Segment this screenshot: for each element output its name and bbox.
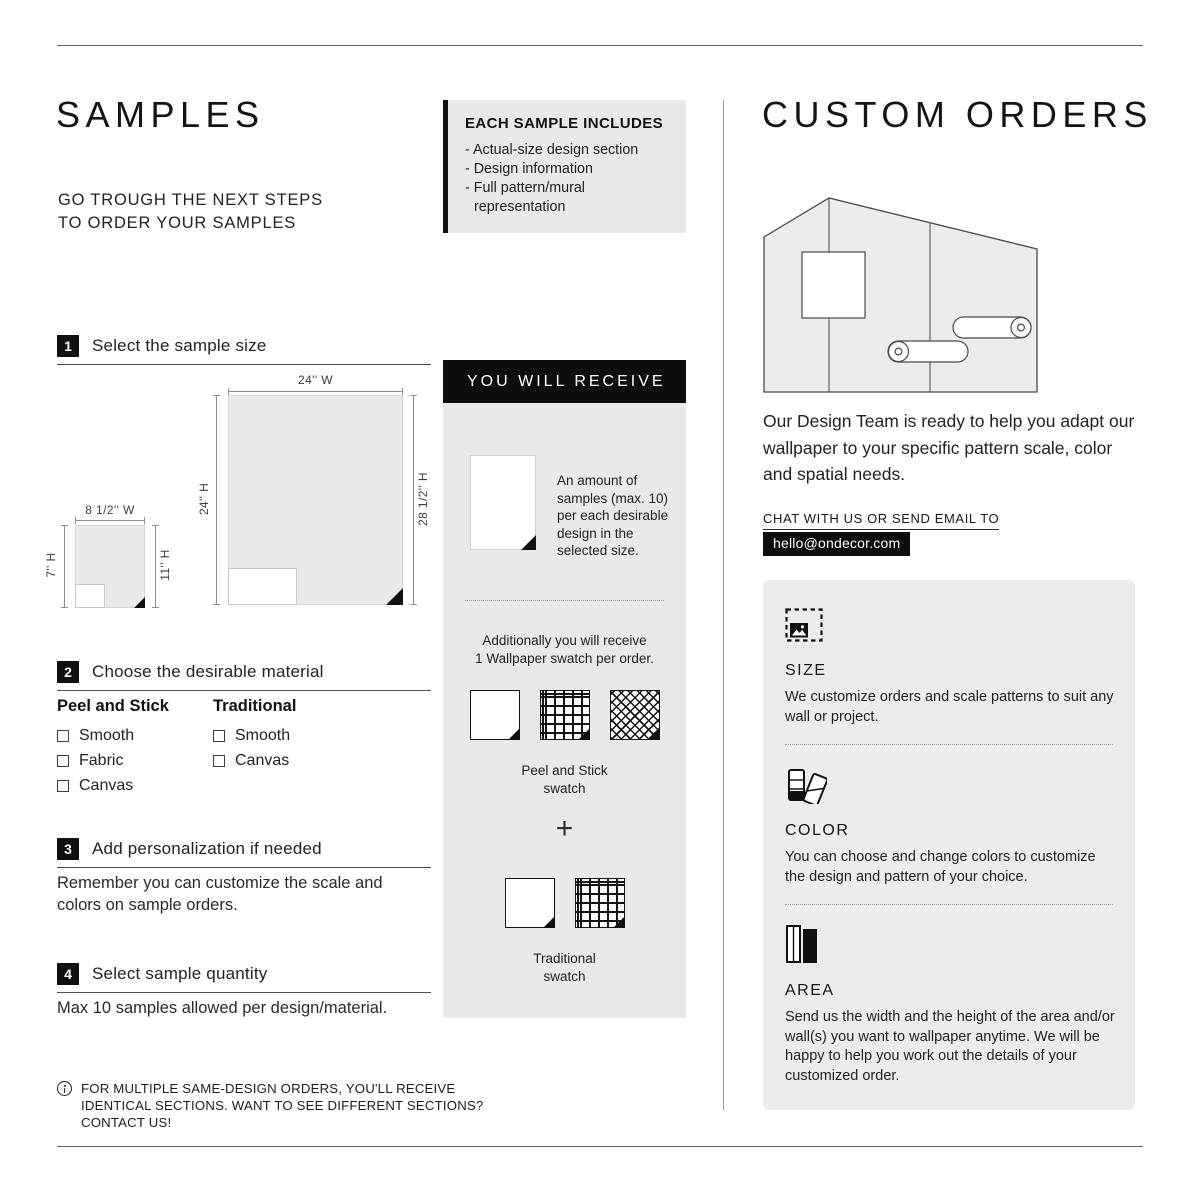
- step-2-number: 2: [57, 661, 79, 683]
- small-sample-rectangle: [75, 525, 145, 608]
- top-divider: [57, 45, 1143, 46]
- small-sample-height-dimension-line-left: [64, 525, 65, 608]
- includes-item: - Actual-size design section: [465, 142, 639, 158]
- material-name-traditional: Traditional: [213, 697, 297, 715]
- you-will-receive-panel: [443, 360, 686, 1018]
- option-label: Smooth: [235, 727, 291, 744]
- label-line: Peel and Stick: [521, 763, 608, 778]
- material-option-row[interactable]: [213, 752, 296, 770]
- swatch-crosshatch-pattern-icon: [610, 690, 660, 740]
- checkbox-peel-fabric[interactable]: [57, 755, 69, 767]
- swatch-grid-pattern-icon: [540, 690, 590, 740]
- step-4-label: Select sample quantity: [92, 964, 268, 983]
- material-column-traditional: [213, 697, 296, 802]
- large-sample-rectangle: [228, 395, 403, 605]
- samples-subtitle: [58, 189, 323, 235]
- image-size-icon: [785, 608, 825, 644]
- receive-panel-title: YOU WILL RECEIVE: [443, 360, 686, 403]
- step-3-header: [57, 838, 431, 868]
- samples-subtitle-line2: TO ORDER YOUR SAMPLES: [58, 214, 297, 232]
- receive-additional-line1: Additionally you will receive: [482, 633, 647, 648]
- large-sample-width-label: 24'' W: [298, 373, 333, 387]
- page-fold-corner-icon: [134, 597, 145, 608]
- step-2-label: Choose the desirable material: [92, 662, 324, 681]
- bottom-divider: [57, 1146, 1143, 1147]
- step-2-header: [57, 661, 431, 691]
- each-sample-includes-box: [443, 100, 686, 233]
- quantity-note: Max 10 samples allowed per design/material.: [57, 999, 388, 1017]
- includes-item: - Design information: [465, 161, 593, 177]
- checkbox-traditional-canvas[interactable]: [213, 755, 225, 767]
- wallpaper-rolls-icon: [785, 924, 821, 964]
- page-fold-corner-icon: [613, 916, 625, 928]
- feature-size-desc: We customize orders and scale patterns to suit any wall or project.: [785, 689, 1114, 725]
- chat-with-us-label: CHAT WITH US OR SEND EMAIL TO: [763, 511, 999, 530]
- peel-and-stick-swatch-row: [443, 690, 686, 740]
- small-sample-width-dimension-line: [75, 520, 145, 521]
- traditional-swatch-row: [443, 878, 686, 928]
- label-line: swatch: [543, 781, 586, 796]
- dotted-divider: [785, 904, 1113, 905]
- samples-title: SAMPLES: [56, 94, 265, 135]
- small-sample-height-right-label: 11'' H: [158, 549, 172, 581]
- small-sample-height-dimension-line-right: [155, 525, 156, 608]
- checkbox-traditional-smooth[interactable]: [213, 730, 225, 742]
- step-1-header: [57, 335, 431, 365]
- includes-item: - Full pattern/mural representation: [465, 180, 585, 215]
- step-4-header: [57, 963, 431, 993]
- option-label: Canvas: [79, 777, 134, 794]
- swatch-plain-icon: [505, 878, 555, 928]
- dotted-divider: [465, 600, 664, 601]
- includes-title: EACH SAMPLE INCLUDES: [465, 115, 664, 132]
- large-sample-height-left-label: 24'' H: [197, 482, 211, 516]
- label-line: Traditional: [533, 951, 596, 966]
- receive-samples-text: An amount of samples (max. 10) per each desirable design in the selected size.: [557, 473, 669, 558]
- page-fold-corner-icon: [508, 728, 520, 740]
- sample-paper-icon: [470, 455, 536, 550]
- large-sample-height-dimension-line-right: [413, 395, 414, 605]
- receive-additional-text: [443, 632, 686, 668]
- step-3-label: Add personalization if needed: [92, 839, 322, 858]
- custom-orders-title: CUSTOM ORDERS: [762, 94, 1153, 135]
- footer-note-text: FOR MULTIPLE SAME-DESIGN ORDERS, YOU'LL RECEIVE IDENTICAL SECTIONS. WANT TO SEE DIFFERENT SECTIONS? CONTACT US!: [81, 1081, 484, 1130]
- column-divider: [723, 100, 724, 1110]
- step-3-number: 3: [57, 838, 79, 860]
- house-wall-icon: [763, 197, 1039, 394]
- small-sample-inner-paper: [75, 584, 105, 608]
- large-sample-inner-paper: [228, 568, 297, 605]
- large-sample-height-dimension-line-left: [216, 395, 217, 605]
- traditional-swatch-label: [443, 950, 686, 986]
- personalization-note: Remember you can customize the scale and colors on sample orders.: [57, 874, 383, 914]
- footer-note: [57, 1080, 527, 1131]
- swatch-grid-pattern-icon: [575, 878, 625, 928]
- small-sample-width-label: 8 1/2'' W: [85, 503, 135, 517]
- dotted-divider: [785, 744, 1113, 745]
- page-fold-corner-icon: [521, 535, 536, 550]
- step-1-number: 1: [57, 335, 79, 357]
- samples-subtitle-line1: GO TROUGH THE NEXT STEPS: [58, 191, 323, 209]
- small-sample-height-left-label: 7'' H: [44, 552, 58, 578]
- checkbox-peel-canvas[interactable]: [57, 780, 69, 792]
- page-fold-corner-icon: [386, 588, 403, 605]
- plus-sign: +: [555, 812, 574, 845]
- page-fold-corner-icon: [543, 916, 555, 928]
- custom-orders-intro: Our Design Team is ready to help you adapt our wallpaper to your specific pattern scale, color and spatial needs.: [763, 411, 1135, 484]
- custom-features-box: [763, 580, 1135, 1110]
- material-option-row[interactable]: [57, 777, 213, 795]
- feature-color-name: COLOR: [785, 822, 850, 839]
- feature-area-desc: Send us the width and the height of the area and/or wall(s) you want to wallpaper anytime. We will be happy to help you work out the details of your customized order.: [785, 1009, 1115, 1084]
- material-column-peel-and-stick: [57, 697, 213, 802]
- label-line: swatch: [543, 969, 586, 984]
- step-4-number: 4: [57, 963, 79, 985]
- feature-area-name: AREA: [785, 982, 835, 999]
- large-sample-width-dimension-line: [228, 391, 403, 392]
- material-option-row[interactable]: [57, 752, 213, 770]
- page-fold-corner-icon: [578, 728, 590, 740]
- info-circle-icon: [57, 1081, 72, 1096]
- material-name-peel: Peel and Stick: [57, 697, 169, 715]
- large-sample-height-right-label: 28 1/2'' H: [416, 472, 430, 526]
- option-label: Smooth: [79, 727, 135, 744]
- wallpaper-wall-illustration: [763, 197, 1039, 399]
- material-options: [57, 697, 296, 802]
- option-label: Fabric: [79, 752, 124, 769]
- peel-and-stick-swatch-label: [443, 762, 686, 798]
- material-option-row[interactable]: [213, 727, 296, 745]
- feature-color-desc: You can choose and change colors to customize the design and pattern of your choice.: [785, 849, 1096, 885]
- page-fold-corner-icon: [648, 728, 660, 740]
- checkbox-peel-smooth[interactable]: [57, 730, 69, 742]
- option-label: Canvas: [235, 752, 290, 769]
- receive-additional-line2: 1 Wallpaper swatch per order.: [475, 651, 654, 666]
- email-link[interactable]: hello@ondecor.com: [763, 532, 910, 556]
- swatch-plain-icon: [470, 690, 520, 740]
- step-1-label: Select the sample size: [92, 336, 267, 355]
- material-option-row[interactable]: [57, 727, 213, 745]
- feature-size-name: SIZE: [785, 662, 827, 679]
- color-swatches-icon: [785, 764, 827, 804]
